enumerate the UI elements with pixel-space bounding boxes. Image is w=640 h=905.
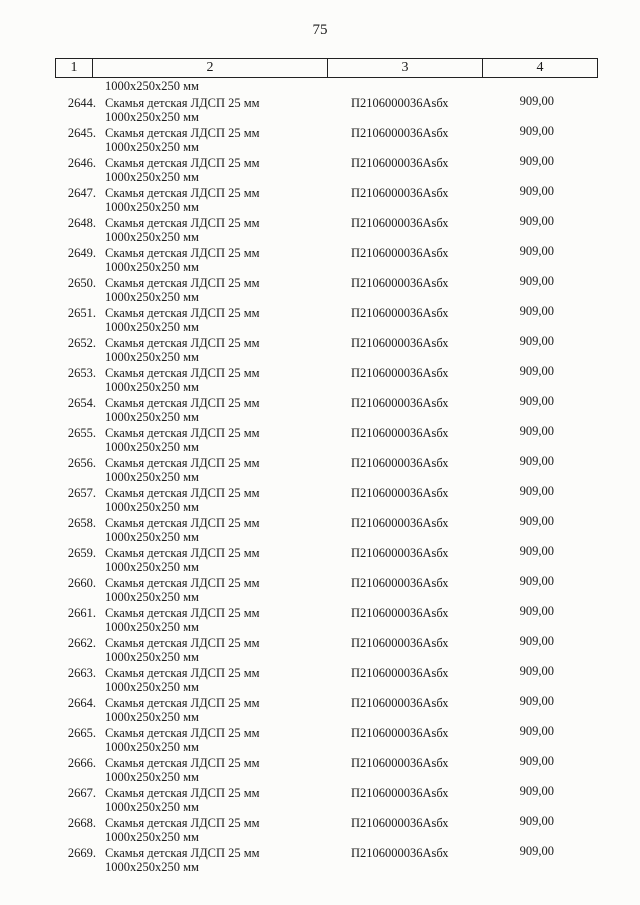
item-size: 1000x250x250 мм [105, 770, 199, 784]
item-size: 1000x250x250 мм [105, 320, 199, 334]
table-row [0, 753, 640, 783]
table-row [0, 453, 640, 483]
row-number: 2646. [67, 156, 96, 170]
row-number: 2651. [67, 306, 96, 320]
item-price: 909,00 [519, 214, 554, 228]
table-row [0, 243, 640, 273]
row-number: 2650. [67, 276, 96, 290]
table-row [0, 213, 640, 243]
item-size: 1000x250x250 мм [105, 680, 199, 694]
item-name: Скамья детская ЛДСП 25 мм [105, 426, 260, 440]
item-size: 1000x250x250 мм [105, 530, 199, 544]
item-code: П2106000036Аsбх [351, 846, 449, 860]
item-price: 909,00 [519, 304, 554, 318]
item-code: П2106000036Аsбх [351, 306, 449, 320]
item-price: 909,00 [519, 124, 554, 138]
row-number: 2663. [67, 666, 96, 680]
item-size: 1000x250x250 мм [105, 740, 199, 754]
table-row [0, 123, 640, 153]
item-name: Скамья детская ЛДСП 25 мм [105, 696, 260, 710]
item-price: 909,00 [519, 544, 554, 558]
item-code: П2106000036Аsбх [351, 216, 449, 230]
table-row [0, 843, 640, 873]
table-row [0, 693, 640, 723]
item-price: 909,00 [519, 574, 554, 588]
column-header-1: 1 [56, 59, 93, 78]
table-row [0, 543, 640, 573]
item-name: Скамья детская ЛДСП 25 мм [105, 126, 260, 140]
table-row [0, 483, 640, 513]
column-header-2: 2 [93, 59, 328, 78]
row-number: 2648. [67, 216, 96, 230]
row-number: 2661. [67, 606, 96, 620]
item-code: П2106000036Аsбх [351, 696, 449, 710]
table-row [0, 783, 640, 813]
item-price: 909,00 [519, 604, 554, 618]
item-size: 1000x250x250 мм [105, 650, 199, 664]
item-name: Скамья детская ЛДСП 25 мм [105, 546, 260, 560]
item-code: П2106000036Аsбх [351, 756, 449, 770]
item-code: П2106000036Аsбх [351, 516, 449, 530]
item-code: П2106000036Аsбх [351, 396, 449, 410]
item-code: П2106000036Аsбх [351, 186, 449, 200]
row-number: 2658. [67, 516, 96, 530]
item-price: 909,00 [519, 814, 554, 828]
item-price: 909,00 [519, 184, 554, 198]
item-price: 909,00 [519, 484, 554, 498]
table-header [55, 58, 598, 78]
table-row [0, 273, 640, 303]
item-size: 1000x250x250 мм [105, 710, 199, 724]
item-code: П2106000036Аsбх [351, 726, 449, 740]
item-name: Скамья детская ЛДСП 25 мм [105, 246, 260, 260]
table-row [0, 573, 640, 603]
row-number: 2653. [67, 366, 96, 380]
item-price: 909,00 [519, 664, 554, 678]
item-code: П2106000036Аsбх [351, 816, 449, 830]
item-size: 1000x250x250 мм [105, 500, 199, 514]
row-number: 2652. [67, 336, 96, 350]
column-header-3: 3 [328, 59, 483, 78]
row-number: 2665. [67, 726, 96, 740]
item-code: П2106000036Аsбх [351, 666, 449, 680]
item-size: 1000x250x250 мм [105, 830, 199, 844]
table-row [0, 603, 640, 633]
item-size: 1000x250x250 мм [105, 140, 199, 154]
row-number: 2669. [67, 846, 96, 860]
item-name: Скамья детская ЛДСП 25 мм [105, 396, 260, 410]
table-row [0, 303, 640, 333]
item-price: 909,00 [519, 844, 554, 858]
item-size: 1000x250x250 мм [105, 380, 199, 394]
table-row [0, 633, 640, 663]
item-size: 1000x250x250 мм [105, 620, 199, 634]
item-name: Скамья детская ЛДСП 25 мм [105, 516, 260, 530]
item-price: 909,00 [519, 244, 554, 258]
row-number: 2660. [67, 576, 96, 590]
item-size: 1000x250x250 мм [105, 800, 199, 814]
item-name: Скамья детская ЛДСП 25 мм [105, 306, 260, 320]
row-number: 2664. [67, 696, 96, 710]
item-size: 1000x250x250 мм [105, 110, 199, 124]
item-name: Скамья детская ЛДСП 25 мм [105, 636, 260, 650]
item-price: 909,00 [519, 454, 554, 468]
table-row [0, 723, 640, 753]
item-price: 909,00 [519, 724, 554, 738]
row-number: 2656. [67, 456, 96, 470]
item-code: П2106000036Аsбх [351, 156, 449, 170]
row-number: 2649. [67, 246, 96, 260]
column-header-4: 4 [483, 59, 598, 78]
item-name: Скамья детская ЛДСП 25 мм [105, 726, 260, 740]
table-row [0, 393, 640, 423]
item-price: 909,00 [519, 784, 554, 798]
item-code: П2106000036Аsбх [351, 606, 449, 620]
item-code: П2106000036Аsбх [351, 426, 449, 440]
item-code: П2106000036Аsбх [351, 546, 449, 560]
table-row [0, 333, 640, 363]
item-name: Скамья детская ЛДСП 25 мм [105, 156, 260, 170]
item-name: Скамья детская ЛДСП 25 мм [105, 276, 260, 290]
carry-over-size: 1000x250x250 мм [105, 79, 199, 93]
item-size: 1000x250x250 мм [105, 560, 199, 574]
item-size: 1000x250x250 мм [105, 200, 199, 214]
item-price: 909,00 [519, 514, 554, 528]
table-row [0, 423, 640, 453]
item-price: 909,00 [519, 94, 554, 108]
item-code: П2106000036Аsбх [351, 96, 449, 110]
item-code: П2106000036Аsбх [351, 336, 449, 350]
item-size: 1000x250x250 мм [105, 410, 199, 424]
item-code: П2106000036Аsбх [351, 576, 449, 590]
row-number: 2667. [67, 786, 96, 800]
row-number: 2668. [67, 816, 96, 830]
row-number: 2657. [67, 486, 96, 500]
item-name: Скамья детская ЛДСП 25 мм [105, 666, 260, 680]
item-price: 909,00 [519, 754, 554, 768]
item-price: 909,00 [519, 154, 554, 168]
item-price: 909,00 [519, 424, 554, 438]
item-code: П2106000036Аsбх [351, 366, 449, 380]
item-size: 1000x250x250 мм [105, 470, 199, 484]
item-size: 1000x250x250 мм [105, 590, 199, 604]
table-body [0, 93, 640, 873]
item-name: Скамья детская ЛДСП 25 мм [105, 336, 260, 350]
item-price: 909,00 [519, 694, 554, 708]
item-name: Скамья детская ЛДСП 25 мм [105, 186, 260, 200]
item-price: 909,00 [519, 364, 554, 378]
table-row [0, 153, 640, 183]
item-size: 1000x250x250 мм [105, 350, 199, 364]
item-name: Скамья детская ЛДСП 25 мм [105, 786, 260, 800]
item-name: Скамья детская ЛДСП 25 мм [105, 756, 260, 770]
item-code: П2106000036Аsбх [351, 276, 449, 290]
item-size: 1000x250x250 мм [105, 290, 199, 304]
item-price: 909,00 [519, 394, 554, 408]
item-name: Скамья детская ЛДСП 25 мм [105, 576, 260, 590]
item-code: П2106000036Аsбх [351, 246, 449, 260]
row-number: 2666. [67, 756, 96, 770]
item-size: 1000x250x250 мм [105, 260, 199, 274]
item-price: 909,00 [519, 334, 554, 348]
item-size: 1000x250x250 мм [105, 230, 199, 244]
row-number: 2647. [67, 186, 96, 200]
table-row [0, 513, 640, 543]
item-name: Скамья детская ЛДСП 25 мм [105, 96, 260, 110]
item-code: П2106000036Аsбх [351, 636, 449, 650]
item-name: Скамья детская ЛДСП 25 мм [105, 606, 260, 620]
item-price: 909,00 [519, 274, 554, 288]
item-code: П2106000036Аsбх [351, 786, 449, 800]
row-number: 2655. [67, 426, 96, 440]
table-row [0, 813, 640, 843]
item-name: Скамья детская ЛДСП 25 мм [105, 456, 260, 470]
row-number: 2662. [67, 636, 96, 650]
page-number: 75 [312, 22, 328, 38]
row-number: 2654. [67, 396, 96, 410]
row-number: 2645. [67, 126, 96, 140]
item-size: 1000x250x250 мм [105, 170, 199, 184]
item-code: П2106000036Аsбх [351, 456, 449, 470]
item-name: Скамья детская ЛДСП 25 мм [105, 366, 260, 380]
item-name: Скамья детская ЛДСП 25 мм [105, 816, 260, 830]
item-name: Скамья детская ЛДСП 25 мм [105, 216, 260, 230]
item-code: П2106000036Аsбх [351, 126, 449, 140]
row-number: 2659. [67, 546, 96, 560]
item-size: 1000x250x250 мм [105, 440, 199, 454]
row-number: 2644. [67, 96, 96, 110]
item-name: Скамья детская ЛДСП 25 мм [105, 486, 260, 500]
item-size: 1000x250x250 мм [105, 860, 199, 874]
table-row [0, 93, 640, 123]
table-row [0, 363, 640, 393]
table-row [0, 663, 640, 693]
item-code: П2106000036Аsбх [351, 486, 449, 500]
item-price: 909,00 [519, 634, 554, 648]
item-name: Скамья детская ЛДСП 25 мм [105, 846, 260, 860]
table-row [0, 183, 640, 213]
